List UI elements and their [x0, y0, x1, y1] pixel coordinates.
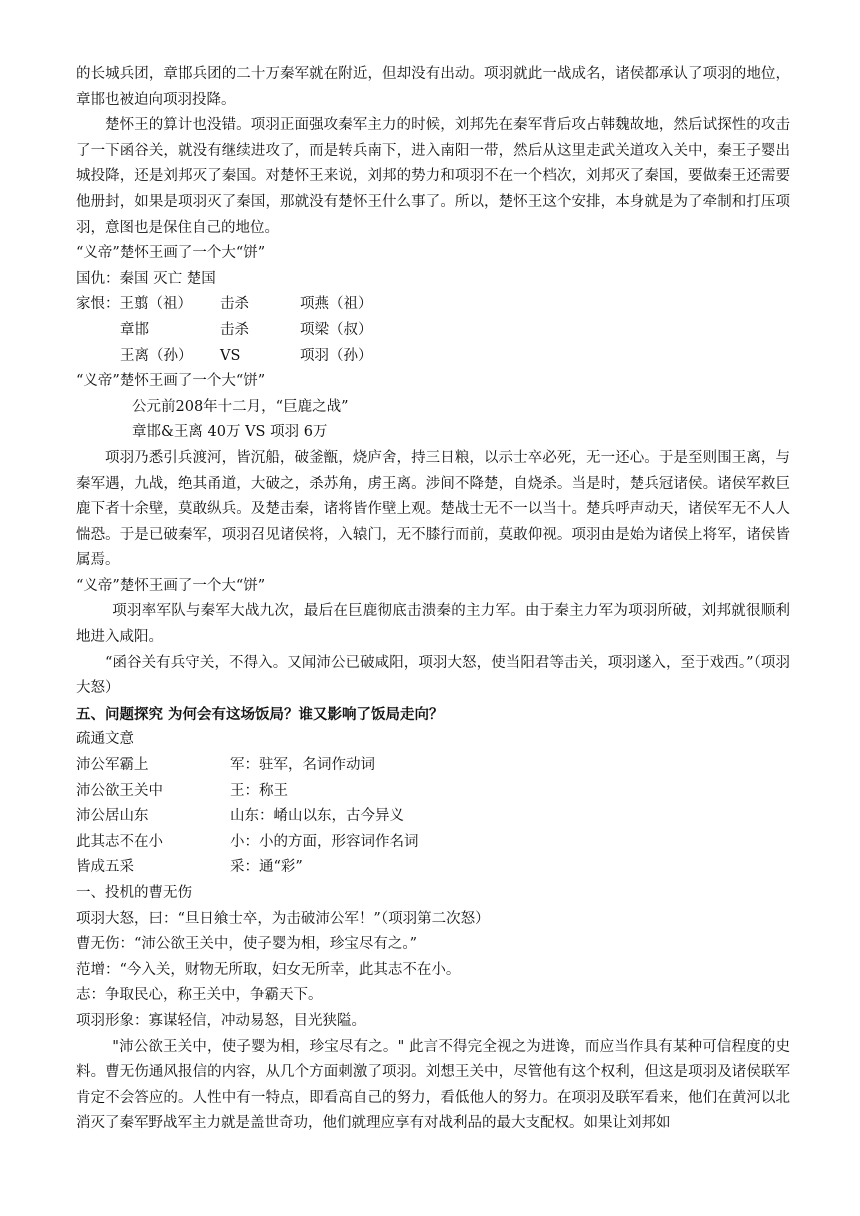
section-heading-wenti-tanjiu: 五、问题探究 为何会有这场饭局？谁又影响了饭局走向？ [76, 705, 444, 723]
vocab-row: 沛公居山东 山东：崤山以东，古今异义 [76, 808, 404, 825]
julu-forces-line: 章邯&王离 40万 VS 项羽 6万 [132, 424, 328, 441]
heading-yidi-bing: “义帝”楚怀王画了一个大“饼” [76, 577, 266, 594]
line-xiangyu-xingxiang: 项羽形象：寡谋轻信，冲动易怒，目光狭隘。 [76, 1012, 366, 1029]
julu-date-line: 公元前208年十二月，“巨鹿之战” [132, 398, 349, 415]
line-xiangyu-danu: 项羽大怒，曰：“旦日飨士卒，为击破沛公军！”（项羽第二次怒） [76, 910, 490, 927]
line-caowushang: 曹无伤：“沛公欲王关中，使子婴为相，珍宝尽有之。” [76, 936, 418, 953]
heading-yidi-bing: “义帝”楚怀王画了一个大“饼” [76, 373, 266, 390]
guochou-line: 国仇：秦国 灭亡 楚国 [76, 270, 216, 287]
subheading-caowushang: 一、投机的曹无伤 [76, 885, 192, 901]
line-zhi: 志：争取民心，称王关中，争霸天下。 [76, 987, 323, 1004]
jiahen-row-1: 家恨：王翦（祖） 击杀 项燕（祖） [76, 296, 373, 313]
paragraph-chuhuaiwang: 楚怀王的算计也没错。项羽正面强攻秦军主力的时候，刘邦先在秦军背后攻占韩魏故地，然后试探性的攻击了一下函谷关，就没有继续进攻了，而是转兵南下，进入南阳一带，然后从这里走武关道攻入关中，秦王子婴出城投降，还是刘邦灭了秦国。对楚怀王来说，刘邦的势力和项羽不在一个档次，刘邦灭了秦国，要做秦王还需要他册封，如果是项羽灭了秦国，那就没有楚怀王什么事了。所以，楚怀王这个安排，本身就是为了牵制和打压项羽，意图也是保住自己的地位。 [76, 117, 790, 236]
paragraph-jiuzhan: 项羽率军队与秦军大战九次，最后在巨鹿彻底击溃秦的主力军。由于秦主力军为项羽所破，刘邦就很顺利地进入咸阳。 [76, 603, 790, 646]
paragraph-analysis: "沛公欲王关中，使子婴为相，珍宝尽有之。" 此言不得完全视之为进谗，而应当作具有某种可信程度的史料。曹无伤通风报信的内容，从几个方面刺激了项羽。刘想王关中，尽管他有这个权利，但这是项羽及诸侯联军肯定不会答应的。人性中有一特点，即看高自己的努力，看低他人的努力。在项羽及联军看来，他们在黄河以北消灭了秦军野战军主力就是盖世奇功，他们就理应享有对战利品的最大支配权。如果让刘邦如 [76, 1038, 790, 1132]
line-fanzeng: 范增：“今入关，财物无所取，妇女无所幸，此其志不在小。 [76, 961, 461, 978]
shutong-wenyi-label: 疏通文意 [76, 731, 134, 748]
jiahen-row-3: 王离（孙） VS 项羽（孙） [120, 347, 373, 364]
vocab-row: 皆成五采 采：通“彩” [76, 859, 303, 876]
quote-hanguguan: “函谷关有兵守关，不得入。又闻沛公已破咸阳，项羽大怒，使当阳君等击关，项羽遂入，至于戏西。”（项羽大怒） [76, 654, 790, 697]
jiahen-row-2: 章邯 击杀 项梁（叔） [120, 321, 373, 338]
paragraph-shiji-julu: 项羽乃悉引兵渡河，皆沉船，破釜甑，烧庐舍，持三日粮，以示士卒必死，无一还心。于是至则围王离，与秦军遇，九战，绝其甬道，大破之，杀苏角，虏王离。涉间不降楚，自烧杀。当是时，楚兵冠诸侯。诸侯军救巨鹿下者十余壁，莫敢纵兵。及楚击秦，诸将皆作壁上观。楚战士无不一以当十。楚兵呼声动天，诸侯军无不人人惴恐。于是已破秦军，项羽召见诸侯将，入辕门，无不膝行而前，莫敢仰视。项羽由是始为诸侯上将军，诸侯皆属焉。 [76, 449, 790, 569]
paragraph-changcheng: 的长城兵团，章邯兵团的二十万秦军就在附近，但却没有出动。项羽就此一战成名，诸侯都承认了项羽的地位，章邯也被迫向项羽投降。 [76, 66, 790, 108]
heading-yidi-bing: “义帝”楚怀王画了一个大“饼” [76, 245, 266, 262]
vocab-row: 沛公欲王关中 王：称王 [76, 782, 288, 799]
vocab-row: 沛公军霸上 军：驻军，名词作动词 [76, 757, 375, 774]
vocab-row: 此其志不在小 小：小的方面，形容词作名词 [76, 833, 419, 850]
